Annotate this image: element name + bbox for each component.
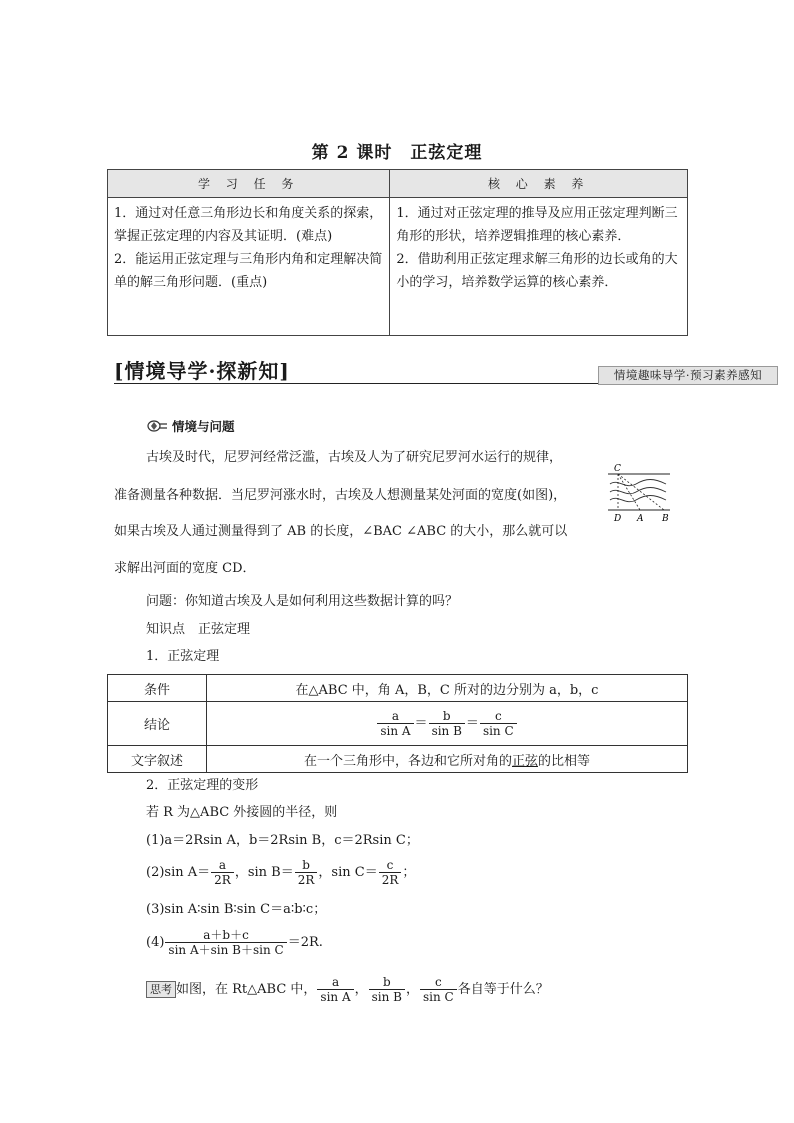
numerator: b <box>442 709 451 723</box>
wave-line <box>610 488 666 494</box>
numerator: b <box>382 975 391 989</box>
equals-sign: ＝ <box>414 716 428 731</box>
task-item: 2．能运用正弦定理与三角形内角和定理解决简单的解三角形问题．(重点) <box>114 252 383 290</box>
numerator: a＋b＋c <box>203 928 249 942</box>
denominator: 2R <box>379 872 402 887</box>
denominator: sin B <box>429 723 465 738</box>
denominator: sin C <box>480 723 517 738</box>
row-value: 在△ABC 中，角 A，B，C 所对的边分别为 a，b，c <box>207 675 688 702</box>
page-title: 第 2 课时 正弦定理 <box>311 143 483 163</box>
numerator: c <box>386 858 394 872</box>
literacy-item: 1．通过对正弦定理的推导及应用正弦定理判断三角形的形状，培养逻辑推理的核心素养． <box>396 206 678 244</box>
row-value <box>207 746 688 773</box>
situation-line: 求解出河面的宽度 CD． <box>114 561 256 576</box>
denominator: 2R <box>295 872 318 887</box>
lhs: sin B＝ <box>247 864 294 880</box>
situation-line: 古埃及时代，尼罗河经常泛滥，古埃及人为了研究尼罗河水运行的规律， <box>146 450 563 465</box>
variation-4 <box>146 928 323 957</box>
fraction <box>420 975 457 1004</box>
cb-segment <box>618 474 664 510</box>
think-tag: 思考 <box>146 981 176 998</box>
denominator: sin B <box>369 989 405 1004</box>
situation-heading-text: 情境与问题 <box>172 419 235 434</box>
variation-3: (3)sin A∶sin B∶sin C＝a∶b∶c； <box>146 902 327 917</box>
section-tag: 情境趣味导学·预习素养感知 <box>598 366 778 385</box>
think-question <box>146 975 549 1004</box>
think-post: 各自等于什么？ <box>457 981 549 997</box>
numerator: a <box>391 709 400 723</box>
situation-heading <box>146 417 235 435</box>
lhs: sin C＝ <box>331 864 378 880</box>
situation-line: 准备测量各种数据．当尼罗河涨水时，古埃及人想测量某处河面的宽度(如图)， <box>114 488 567 503</box>
think-pre: 如图，在 Rt△ABC 中， <box>176 981 317 997</box>
formula-cell <box>207 702 688 746</box>
wave-line <box>610 480 666 486</box>
label-c: C <box>614 464 621 474</box>
variation-prefix: (4) <box>146 934 165 950</box>
literacy-item: 2．借助利用正弦定理求解三角形的边长或角的大小的学习，培养数学运算的核心素养． <box>396 252 678 290</box>
row-key: 结论 <box>108 702 207 746</box>
denominator: sin A＋sin B＋sin C <box>165 942 286 957</box>
fraction <box>295 858 318 887</box>
numerator: a <box>218 858 227 872</box>
label-d: D <box>614 514 622 524</box>
numerator: a <box>331 975 340 989</box>
fraction <box>377 709 413 738</box>
denominator: sin A <box>377 723 413 738</box>
lhs: sin A＝ <box>164 864 211 880</box>
fraction <box>211 858 234 887</box>
question-text: 问题：你知道古埃及人是如何利用这些数据计算的吗？ <box>146 594 459 609</box>
task-item: 1．通过对任意三角形边长和角度关系的探索，掌握正弦定理的内容及其证明．(难点) <box>114 206 383 244</box>
variation-prefix: (2) <box>146 864 165 880</box>
fraction <box>369 975 405 1004</box>
wave-line <box>610 496 666 502</box>
label-b: B <box>662 514 669 524</box>
tasks-cell <box>108 198 390 336</box>
statement-post: 的比相等 <box>538 753 591 769</box>
label-a: A <box>637 514 644 524</box>
literacy-cell <box>390 198 688 336</box>
sine-law-table <box>107 674 688 773</box>
fraction <box>480 709 517 738</box>
item-heading: 1．正弦定理 <box>146 649 220 664</box>
separator: ， <box>318 864 332 880</box>
variation-2 <box>146 858 415 887</box>
column-header-literacy: 核 心 素 养 <box>390 170 688 198</box>
denominator: sin A <box>317 989 353 1004</box>
numerator: b <box>302 858 310 872</box>
condition-text: 若 R 为△ABC 外接圆的半径，则 <box>146 805 338 820</box>
equals-sign: ＝ <box>465 716 479 731</box>
row-key: 文字叙述 <box>108 746 207 773</box>
separator: ， <box>354 981 368 997</box>
item-heading: 2．正弦定理的变形 <box>146 778 259 793</box>
separator: ， <box>406 981 420 997</box>
denominator: sin C <box>420 989 457 1004</box>
fraction <box>317 975 353 1004</box>
separator: ； <box>402 864 416 880</box>
knowledge-point: 知识点 正弦定理 <box>146 622 251 637</box>
row-key: 条件 <box>108 675 207 702</box>
river-figure <box>604 462 674 524</box>
numerator: c <box>435 975 442 989</box>
rhs: ＝2R. <box>287 934 323 950</box>
fraction <box>379 858 402 887</box>
learning-tasks-table <box>107 169 688 336</box>
numerator: c <box>494 709 502 723</box>
separator: ， <box>234 864 248 880</box>
statement-pre: 在一个三角形中，各边和它所对角的 <box>303 753 512 769</box>
column-header-tasks: 学 习 任 务 <box>108 170 390 198</box>
statement-underlined: 正弦 <box>511 753 538 769</box>
situation-line: 如果古埃及人通过测量得到了 AB 的长度，∠BAC ∠ABC 的大小，那么就可以 <box>114 524 568 539</box>
variation-1: (1)a＝2Rsin A，b＝2Rsin B，c＝2Rsin C； <box>146 833 419 848</box>
fraction <box>429 709 465 738</box>
denominator: 2R <box>211 872 234 887</box>
fraction <box>165 928 286 957</box>
scroll-icon <box>146 419 168 433</box>
section-heading: [情境导学·探新知] <box>114 359 290 383</box>
